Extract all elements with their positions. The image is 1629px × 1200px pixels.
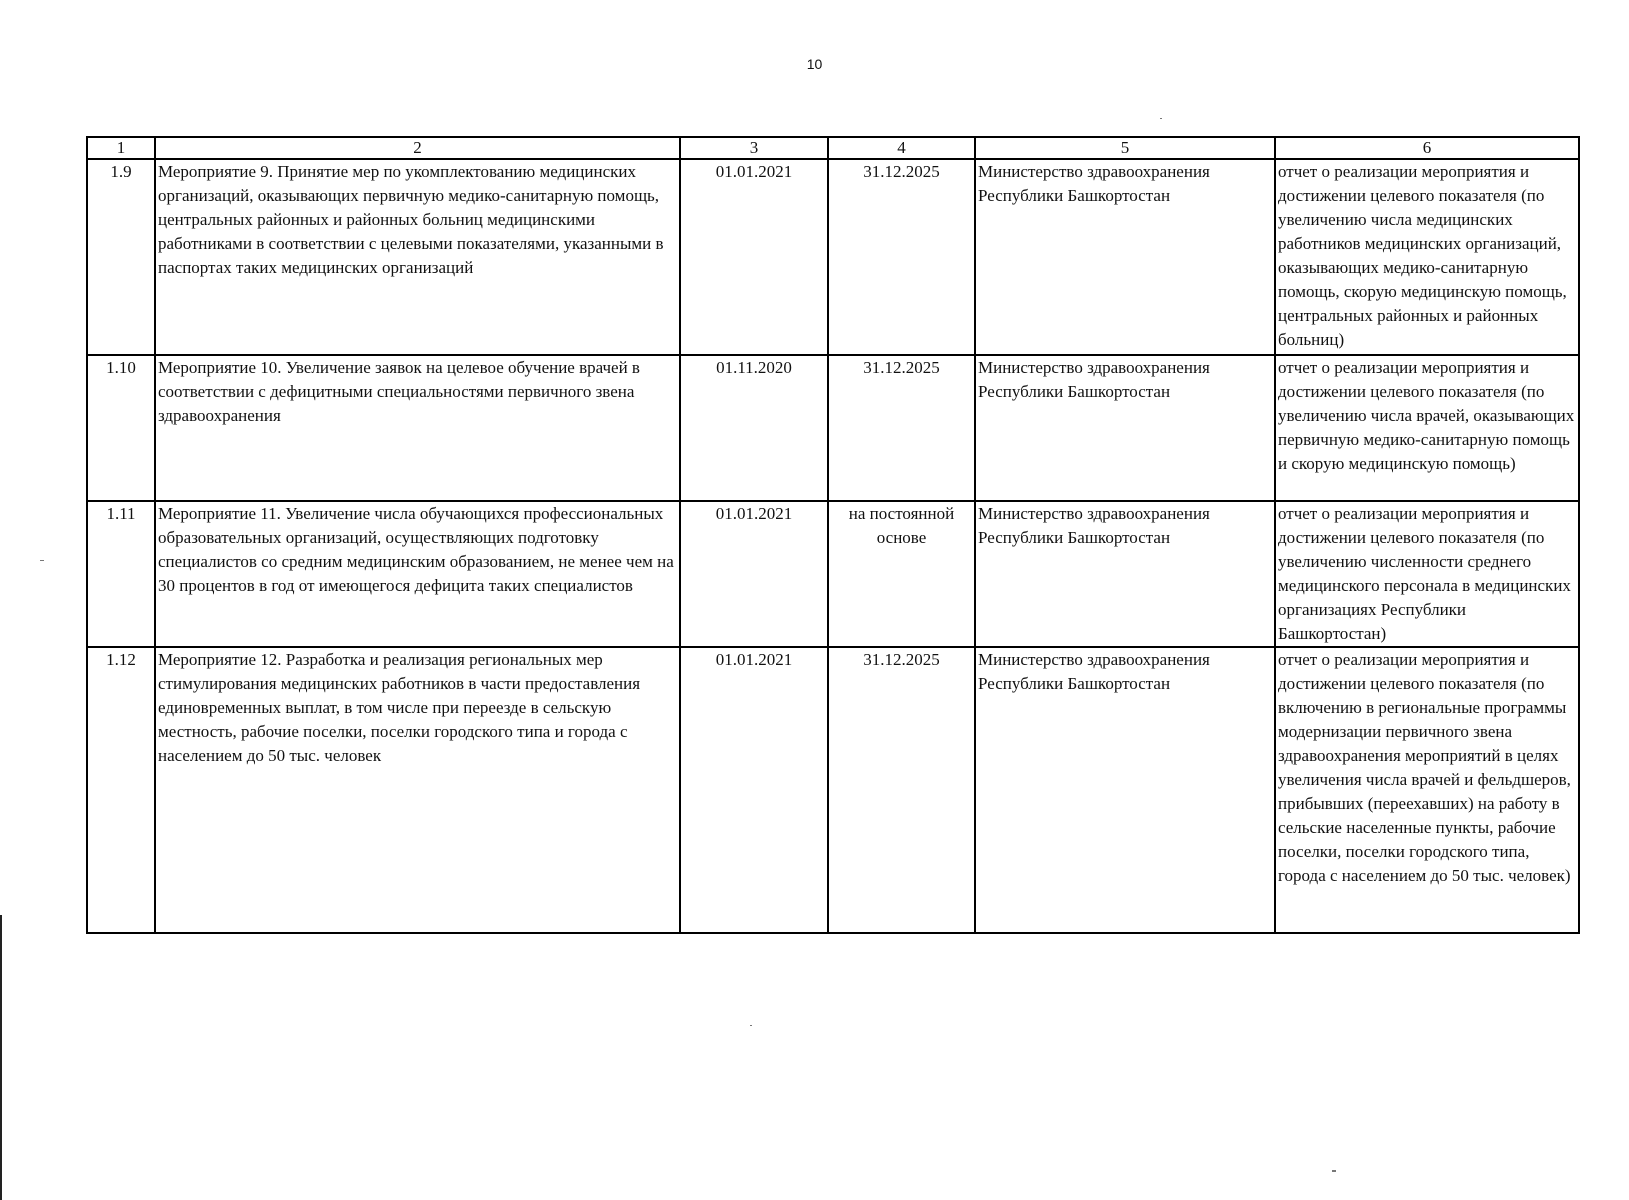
header-col-5: 5 [975,137,1275,159]
expected-result: отчет о реализации мероприятия и достижении целевого показателя (по увеличению численности среднего медицинского персонала в медицинских организациях Республики Башкортостан) [1275,501,1579,647]
table-header-row [87,137,1579,159]
start-date: 01.11.2020 [680,355,828,501]
header-col-4: 4 [828,137,975,159]
table-row [87,355,1579,501]
header-col-2: 2 [155,137,680,159]
responsible-body: Министерство здравоохранения Республики Башкортостан [975,159,1275,355]
end-date: 31.12.2025 [828,159,975,355]
start-date: 01.01.2021 [680,501,828,647]
table-row [87,159,1579,355]
row-number: 1.9 [87,159,155,355]
scan-speck [750,1025,752,1026]
measure-description: Мероприятие 9. Принятие мер по укомплектованию медицинских организаций, оказывающих первичную медико-санитарную помощь, центральных районных и районных больниц медицинскими работниками в соответствии с целевыми показателями, указанными в паспортах таких медицинских организаций [155,159,680,355]
expected-result: отчет о реализации мероприятия и достижении целевого показателя (по увеличению числа врачей, оказывающих первичную медико-санитарную помощь и скорую медицинскую помощь) [1275,355,1579,501]
end-date: 31.12.2025 [828,647,975,933]
responsible-body: Министерство здравоохранения Республики Башкортостан [975,355,1275,501]
row-number: 1.12 [87,647,155,933]
table-row [87,647,1579,933]
scan-speck [1160,118,1162,119]
measure-description: Мероприятие 11. Увеличение числа обучающихся профессиональных образовательных организаций, осуществляющих подготовку специалистов со средним медицинским образованием, не менее чем на 30 процентов в год от имеющегося дефицита таких специалистов [155,501,680,647]
end-date: на постоянной основе [828,501,975,647]
measures-table [86,136,1580,934]
start-date: 01.01.2021 [680,159,828,355]
responsible-body: Министерство здравоохранения Республики Башкортостан [975,647,1275,933]
page-number: 10 [806,56,823,72]
start-date: 01.01.2021 [680,647,828,933]
responsible-body: Министерство здравоохранения Республики Башкортостан [975,501,1275,647]
header-col-3: 3 [680,137,828,159]
row-number: 1.10 [87,355,155,501]
table-row [87,501,1579,647]
header-col-1: 1 [87,137,155,159]
expected-result: отчет о реализации мероприятия и достижении целевого показателя (по включению в региональные программы модернизации первичного звена здравоохранения мероприятий в целях увеличения числа врачей и фельдшеров, прибывших (переехавших) на работу в сельские населенные пункты, рабочие поселки, поселки городского типа, города с населением до 50 тыс. человек) [1275,647,1579,933]
end-date: 31.12.2025 [828,355,975,501]
header-col-6: 6 [1275,137,1579,159]
binding-edge [0,915,2,1200]
expected-result: отчет о реализации мероприятия и достижении целевого показателя (по увеличению числа медицинских работников медицинских организаций, оказывающих медико-санитарную помощь, скорую медицинскую помощь, центральных районных и районных больниц) [1275,159,1579,355]
row-number: 1.11 [87,501,155,647]
scan-speck [40,560,44,561]
scan-speck [1332,1170,1336,1172]
measure-description: Мероприятие 10. Увеличение заявок на целевое обучение врачей в соответствии с дефицитными специальностями первичного звена здравоохранения [155,355,680,501]
measure-description: Мероприятие 12. Разработка и реализация региональных мер стимулирования медицинских работников в части предоставления единовременных выплат, в том числе при переезде в сельскую местность, рабочие поселки, поселки городского типа и города с населением до 50 тыс. человек [155,647,680,933]
